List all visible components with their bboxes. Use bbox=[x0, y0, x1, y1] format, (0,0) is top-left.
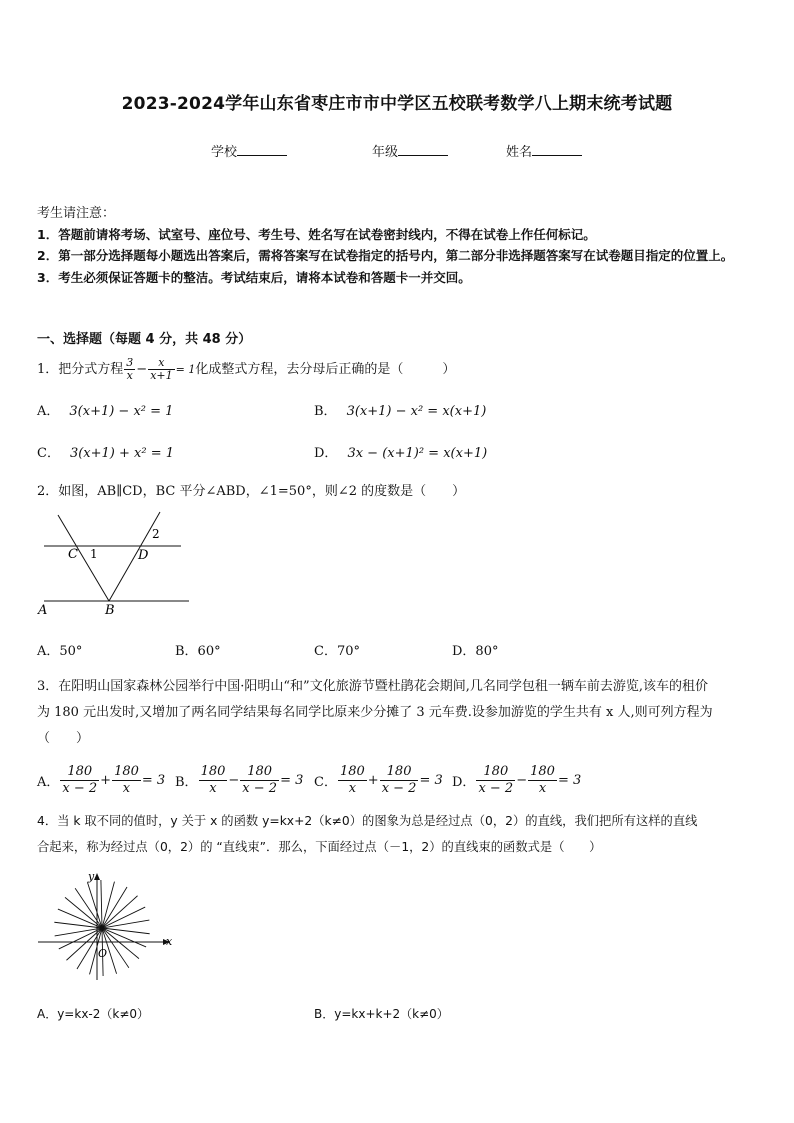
q2-option-a[interactable]: A．50° bbox=[37, 644, 83, 659]
q1-fraction-2: $\frac{x}{x+1}$ bbox=[150, 356, 173, 382]
q1-minus: − bbox=[136, 362, 148, 377]
note-item: 2．第一部分选择题每小题选出答案后，需将答案写在试卷指定的括号内，第二部分非选择题答案写在试卷题目指定的位置上。 bbox=[37, 248, 734, 264]
label-d: D bbox=[138, 548, 149, 563]
q4-option-b[interactable]: B．y=kx+k+2（k≠0） bbox=[314, 1007, 449, 1021]
q3-option-a[interactable]: A． $\frac{180}{x - 2}$ + $\frac{180}{x}$ = 3 bbox=[37, 764, 166, 796]
paper-title: 2023-2024学年山东省枣庄市市中学区五校联考数学八上期末统考试题 bbox=[121, 94, 673, 114]
q3-option-d[interactable]: D． $\frac{180}{x - 2}$ − $\frac{180}{x}$ = 3 bbox=[452, 764, 582, 796]
grade-field[interactable] bbox=[372, 141, 448, 160]
origin-label: O bbox=[98, 947, 108, 960]
q3-option-c[interactable]: C． $\frac{180}{x}$ + $\frac{180}{x - 2}$ = 3 bbox=[314, 764, 443, 796]
label-angle-1: 1 bbox=[90, 547, 98, 561]
label-angle-2: 2 bbox=[152, 527, 160, 541]
name-field[interactable] bbox=[506, 141, 582, 160]
x-axis-label: x bbox=[166, 935, 173, 948]
section-heading: 一、选择题（每题 4 分，共 48 分） bbox=[37, 332, 252, 347]
q3-option-b[interactable]: B． $\frac{180}{x}$ − $\frac{180}{x - 2}$ = 3 bbox=[175, 764, 304, 796]
q4-line-2: 合起来，称为经过点（0，2）的 “直线束”．那么，下面经过点（－1，2）的直线束的函数式是（ ） bbox=[37, 840, 602, 854]
note-item: 3．考生必须保证答题卡的整洁。考试结束后，请将本试卷和答题卡一并交回。 bbox=[37, 269, 471, 285]
question-2-stem: 2．如图，AB∥CD，BC 平分∠ABD，∠1=50°，则∠2 的度数是（ ） bbox=[37, 484, 466, 499]
q4-line-1: 4．当 k 取不同的值时，y 关于 x 的函数 y=kx+2（k≠0）的图象为总是经过点（0，2）的直线，我们把所有这样的直线 bbox=[37, 814, 698, 828]
school-field[interactable] bbox=[211, 141, 287, 160]
grade-label: 年级 bbox=[372, 145, 399, 160]
question-1-stem bbox=[37, 357, 455, 382]
school-label: 学校 bbox=[211, 145, 238, 160]
exam-notes bbox=[37, 204, 767, 289]
q1-option-d-expr: 3x − (x+1)² = x(x+1) bbox=[347, 446, 488, 461]
label-c: C bbox=[68, 547, 78, 562]
q1-stem-post: 化成整式方程，去分母后正确的是（ ） bbox=[195, 362, 456, 377]
q1-equals: = 1 bbox=[175, 363, 196, 376]
q1-stem-pre: 1．把分式方程 bbox=[37, 362, 124, 377]
question-3-stem bbox=[37, 674, 762, 752]
question-4-stem bbox=[37, 808, 762, 860]
q1-option-c[interactable]: C． 3(x+1) + x² = 1 bbox=[37, 446, 174, 461]
label-a: A bbox=[38, 603, 48, 618]
q4-line-bundle-figure bbox=[34, 868, 179, 983]
q1-option-b-expr: 3(x+1) − x² = x(x+1) bbox=[346, 404, 487, 419]
q1-option-d[interactable]: D． 3x − (x+1)² = x(x+1) bbox=[314, 446, 488, 461]
q3-line-1: 3．在阳明山国家森林公园举行中国·阳明山“和”文化旅游节暨杜鹃花会期间,几名同学包租一辆车前去游览,该车的租价 bbox=[37, 679, 708, 694]
q1-option-a[interactable]: A． 3(x+1) − x² = 1 bbox=[37, 404, 174, 419]
q1-option-c-expr: 3(x+1) + x² = 1 bbox=[69, 446, 174, 461]
q3-line-2: 为 180 元出发时,又增加了两名同学结果每名同学比原来少分摊了 3 元车费.设参加游览的学生共有 x 人,则可列方程为 bbox=[37, 705, 713, 720]
q1-fraction-1: $\frac{3}{x}$ bbox=[126, 356, 134, 382]
q2-figure bbox=[34, 510, 194, 620]
name-label: 姓名 bbox=[506, 145, 533, 160]
label-b: B bbox=[105, 603, 115, 618]
y-axis-label: y bbox=[88, 870, 95, 883]
q1-option-b[interactable]: B． 3(x+1) − x² = x(x+1) bbox=[314, 404, 487, 419]
school-blank[interactable] bbox=[237, 144, 287, 156]
name-blank[interactable] bbox=[532, 144, 582, 156]
q3-line-3: （ ） bbox=[37, 731, 90, 746]
q4-option-a[interactable]: A．y=kx-2（k≠0） bbox=[37, 1007, 150, 1021]
line-bc bbox=[58, 515, 109, 601]
notes-heading: 考生请注意： bbox=[37, 206, 116, 221]
note-item: 1．答题前请将考场、试室号、座位号、考生号、姓名写在试卷密封线内，不得在试卷上作任何标记。 bbox=[37, 226, 596, 242]
grade-blank[interactable] bbox=[398, 144, 448, 156]
y-axis-arrow-icon bbox=[94, 873, 100, 880]
q1-option-a-expr: 3(x+1) − x² = 1 bbox=[69, 404, 174, 419]
q2-option-c[interactable]: C．70° bbox=[314, 644, 360, 659]
q2-option-d[interactable]: D．80° bbox=[452, 644, 499, 659]
line-bd bbox=[109, 512, 160, 601]
q2-option-b[interactable]: B．60° bbox=[175, 644, 221, 659]
line-bundle bbox=[54, 880, 149, 976]
